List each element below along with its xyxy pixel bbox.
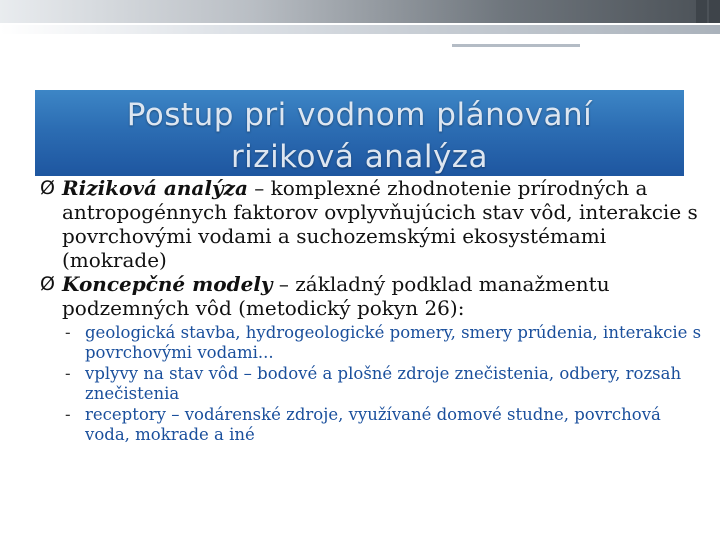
top-decor-blocks [694,0,720,23]
slide-title [35,94,684,176]
bullet-text: – základný podklad manažmentu podzemných vôd (metodický pokyn 26): [62,272,610,320]
sub-item-text: receptory – vodárenské zdroje, využívané domové studne, povrchová voda, mokrade a iné [85,405,661,444]
bullet-lead: Koncepčné modely [62,272,273,296]
bullet-text: – komplexné zhodnotenie prírodných a antropogénnych faktorov ovplyvňujúcich stav vôd, interakcie s povrchovými vodami a suchozemskými ekosystémami (mokrade) [62,176,698,272]
dash-bullet: - [65,323,71,342]
sub-list [40,323,710,444]
list-item [62,364,710,403]
list-item [62,405,710,444]
bullet-lead: Riziková analýza [62,176,248,200]
dash-bullet: - [65,405,71,424]
sub-item-text: geologická stavba, hydrogeologické pomery, smery prúdenia, interakcie s povrchovými vodami... [85,323,702,362]
bullet-conceptual-models [40,272,710,320]
title-line-2: riziková analýza [230,139,489,175]
title-line-1: Postup pri vodnom plánovaní [126,97,593,133]
decor-line [452,44,580,47]
slide-content [40,176,710,446]
arrow-bullet-icon: Ø [40,273,55,295]
dash-bullet: - [65,364,71,383]
list-item [62,323,710,362]
sub-decor-bar [0,25,720,34]
sub-item-text: vplyvy na stav vôd – bodové a plošné zdroje znečistenia, odbery, rozsah znečistenia [85,364,682,403]
bullet-risk-analysis [40,176,710,272]
title-band [35,90,684,176]
top-decor-bar [0,0,720,23]
arrow-bullet-icon: Ø [40,177,55,199]
